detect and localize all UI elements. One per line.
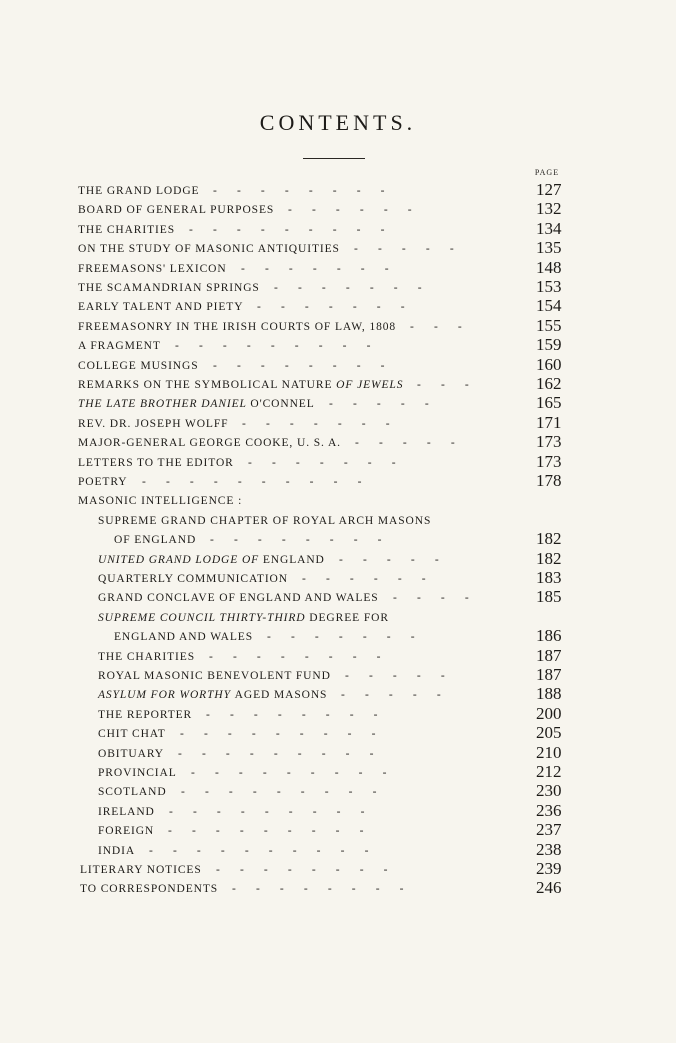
- toc-entry: [0, 743, 676, 763]
- toc-entry-page: 186: [536, 626, 562, 646]
- toc-entry: [0, 335, 676, 355]
- toc-entry: [0, 607, 676, 627]
- page-title: CONTENTS.: [259, 110, 417, 135]
- toc-entry-page: 212: [536, 762, 562, 781]
- toc-entry-page: 173: [536, 432, 562, 452]
- dot-leader: - - - - - - - -: [213, 185, 385, 197]
- dot-leader: - - -: [417, 379, 469, 391]
- toc-entry: [0, 413, 676, 433]
- toc-entry: [0, 820, 676, 840]
- dot-leader: - - - - - - - -: [210, 534, 382, 547]
- dot-leader: - - - - - - - -: [216, 864, 388, 876]
- toc-entry-title: THE CHARITIES: [98, 650, 195, 663]
- toc-entry: [0, 277, 676, 297]
- dot-leader: - - - - - -: [288, 204, 412, 217]
- dot-leader: - - -: [410, 320, 462, 333]
- toc-entry-title: CHIT CHAT: [98, 728, 166, 741]
- toc-entry-title: PROVINCIAL: [98, 767, 177, 779]
- toc-entry-title: THE REPORTER: [98, 708, 193, 721]
- dot-leader: - - - - -: [355, 437, 455, 450]
- toc-entry-title: MASONIC INTELLIGENCE :: [78, 495, 243, 508]
- toc-entry-page: 210: [536, 742, 562, 762]
- toc-entry-page: 160: [536, 354, 562, 374]
- dot-leader: - - - - - - - - -: [175, 340, 371, 353]
- toc-entry-page: 173: [536, 451, 562, 471]
- dot-leader: - - - - -: [354, 243, 454, 256]
- toc-entry-title: INDIA: [98, 844, 136, 857]
- dot-leader: - - - - - - - - -: [168, 825, 364, 838]
- toc-entry-title: SUPREME COUNCIL THIRTY-THIRD DEGREE FOR: [98, 611, 389, 624]
- page-column-header: PAGE: [534, 168, 560, 177]
- toc-entry-page: 205: [536, 723, 562, 743]
- dot-leader: - - - - - - -: [248, 456, 396, 469]
- toc-entry-title: THE GRAND LODGE: [78, 185, 200, 197]
- toc-entry-page: 178: [536, 471, 562, 490]
- toc-entry: [0, 587, 676, 607]
- toc-entry-title: OBITUARY: [98, 747, 164, 760]
- toc-entry-title: ASYLUM FOR WORTHY AGED MASONS: [98, 689, 328, 702]
- dot-leader: - - - - - - -: [267, 631, 415, 644]
- dot-leader: - - - -: [393, 592, 469, 605]
- toc-entry: [0, 878, 676, 898]
- toc-entry-page: 187: [536, 665, 562, 684]
- toc-entry-title: THE CHARITIES: [78, 223, 175, 236]
- dot-leader: - - - - - -: [302, 573, 426, 585]
- toc-entry: [0, 762, 676, 782]
- toc-entry-title: FOREIGN: [98, 825, 155, 838]
- dot-leader: - - - - - - - - - -: [149, 844, 369, 857]
- title-rule: [303, 158, 365, 159]
- toc-entry-page: 238: [536, 839, 562, 859]
- toc-entry: [0, 238, 676, 258]
- toc-entry: [0, 801, 676, 821]
- toc-entry: [0, 529, 676, 549]
- dot-leader: - - - - - - -: [274, 282, 422, 294]
- toc-entry-page: 135: [536, 238, 562, 258]
- toc-entry-title: IRELAND: [98, 805, 155, 818]
- toc-entry-title: FREEMASONRY IN THE IRISH COURTS OF LAW, 1808: [78, 320, 397, 333]
- dot-leader: - - - - -: [339, 553, 439, 566]
- toc-entry-page: 153: [536, 277, 562, 296]
- toc-entry-title: TO CORRESPONDENTS: [80, 883, 219, 896]
- toc-entry: [0, 316, 676, 336]
- toc-entry: [0, 452, 676, 472]
- dot-leader: - - - - - - - - -: [181, 786, 377, 799]
- toc-entry: [0, 781, 676, 801]
- dot-leader: - - - - -: [341, 689, 441, 702]
- dot-leader: - - - - -: [329, 398, 429, 411]
- toc-entry-title: MAJOR-GENERAL GEORGE COOKE, U. S. A.: [78, 437, 341, 450]
- toc-entry-title: FREEMASONS' LEXICON: [78, 262, 227, 275]
- toc-entry-page: 134: [536, 218, 562, 238]
- toc-entry-page: 159: [536, 335, 562, 355]
- toc-entry: [0, 723, 676, 743]
- toc-entry-page: 182: [536, 529, 562, 549]
- toc-entry-title: COLLEGE MUSINGS: [78, 359, 199, 372]
- dot-leader: - - - - - - - - -: [178, 747, 374, 760]
- toc-entry: [0, 199, 676, 219]
- toc-entry: [0, 432, 676, 452]
- toc-entry-page: 148: [536, 257, 562, 277]
- toc-entry: [0, 258, 676, 278]
- toc-entry-page: 162: [536, 374, 562, 393]
- dot-leader: - - - - - - -: [242, 417, 390, 430]
- toc-entry-title: THE LATE BROTHER DANIEL O'CONNEL: [78, 398, 315, 411]
- dot-leader: - - - - - - - -: [213, 359, 385, 372]
- dot-leader: - - - - - - - - -: [189, 223, 385, 236]
- toc-entry-title: GRAND CONCLAVE OF ENGLAND AND WALES: [98, 592, 379, 605]
- dot-leader: - - - - - - -: [257, 301, 405, 314]
- toc-entry-page: 200: [536, 703, 562, 723]
- toc-entry: [0, 393, 676, 413]
- toc-entry: [0, 665, 676, 685]
- dot-leader: - - - - - - - -: [206, 708, 378, 721]
- toc-entry-page: 183: [536, 568, 562, 587]
- toc-entry: [0, 490, 676, 510]
- toc-entry-page: 230: [536, 781, 562, 801]
- toc-entry-title: THE SCAMANDRIAN SPRINGS: [78, 282, 260, 294]
- toc-entry-title: SUPREME GRAND CHAPTER OF ROYAL ARCH MASONS: [98, 514, 432, 527]
- toc-entry-page: 187: [536, 645, 562, 665]
- toc-entry-title: ON THE STUDY OF MASONIC ANTIQUITIES: [78, 243, 340, 256]
- dot-leader: - - - - - - - - -: [180, 728, 376, 741]
- toc-entry: [0, 684, 676, 704]
- toc-entry-title: BOARD OF GENERAL PURPOSES: [78, 204, 275, 217]
- dot-leader: - - - - - - - - - -: [142, 476, 362, 488]
- toc-entry-page: 236: [536, 800, 562, 820]
- toc-entry-title: QUARTERLY COMMUNICATION: [98, 573, 288, 585]
- toc-entry: [0, 626, 676, 646]
- toc-entry-title: LITERARY NOTICES: [80, 864, 202, 876]
- toc-entry-page: 239: [536, 859, 562, 878]
- dot-leader: - - - - - - - -: [209, 650, 381, 663]
- toc-entry: [0, 646, 676, 666]
- toc-entry-page: 132: [536, 199, 562, 219]
- toc-entry: [0, 219, 676, 239]
- toc-entry-title: REV. DR. JOSEPH WOLFF: [78, 417, 229, 430]
- toc-entry-title: A FRAGMENT: [78, 340, 161, 353]
- toc-entry-page: 171: [536, 412, 562, 432]
- toc-entry-page: 188: [536, 684, 562, 704]
- toc-entry-page: 237: [536, 820, 562, 840]
- toc-entry: [0, 568, 676, 588]
- toc-entry: [0, 859, 676, 879]
- dot-leader: - - - - - - - - -: [191, 767, 387, 779]
- toc-entry-page: 155: [536, 315, 562, 335]
- toc-entry: [0, 704, 676, 724]
- toc-entry-page: 246: [536, 878, 562, 898]
- toc-entry-title: ENGLAND AND WALES: [114, 631, 254, 644]
- toc-entry-title: ROYAL MASONIC BENEVOLENT FUND: [98, 670, 331, 682]
- toc-entry: [0, 510, 676, 530]
- toc-entry-title: OF ENGLAND: [114, 534, 197, 547]
- toc-entry-title: SCOTLAND: [98, 786, 167, 799]
- dot-leader: - - - - -: [345, 670, 445, 682]
- toc-entry: [0, 180, 676, 200]
- toc-entry-title: EARLY TALENT AND PIETY: [78, 301, 244, 314]
- toc-entry-page: 185: [536, 587, 562, 607]
- toc-entry-page: 182: [536, 548, 562, 568]
- toc-entry: [0, 471, 676, 491]
- dot-leader: - - - - - - -: [241, 262, 389, 275]
- dot-leader: - - - - - - - -: [232, 883, 404, 896]
- toc-entry: [0, 840, 676, 860]
- toc-entry: [0, 549, 676, 569]
- toc-entry-page: 165: [536, 393, 562, 413]
- toc-entry: [0, 296, 676, 316]
- toc-entry-title: REMARKS ON THE SYMBOLICAL NATURE OF JEWELS: [78, 379, 404, 391]
- toc-entry-title: LETTERS TO THE EDITOR: [78, 456, 234, 469]
- toc-entry: [0, 355, 676, 375]
- toc-entry-title: POETRY: [78, 476, 128, 488]
- toc-entry: [0, 374, 676, 394]
- toc-entry-page: 127: [536, 180, 562, 199]
- toc-entry-page: 154: [536, 296, 562, 316]
- toc-entry-title: UNITED GRAND LODGE OF ENGLAND: [98, 553, 325, 566]
- dot-leader: - - - - - - - - -: [169, 805, 365, 818]
